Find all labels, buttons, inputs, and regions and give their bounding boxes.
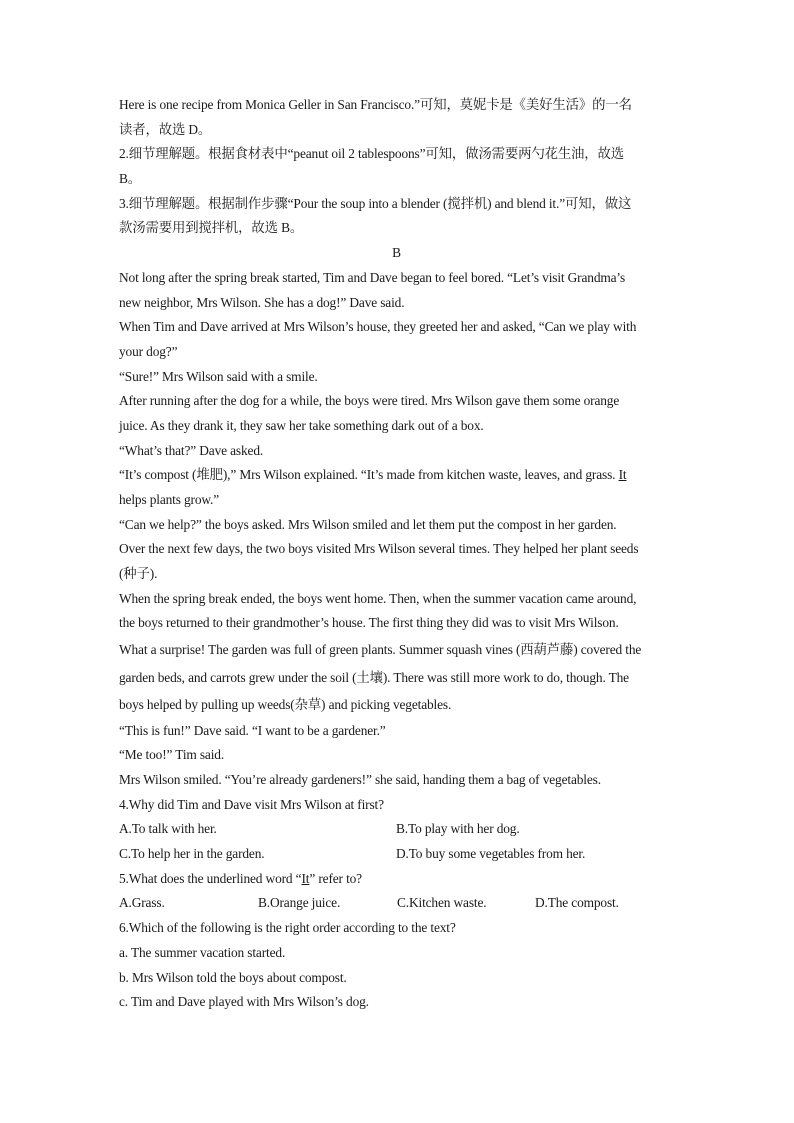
order-item: b. Mrs Wilson told the boys about compost. [119, 969, 347, 985]
option-c: C.Kitchen waste. [397, 895, 487, 911]
underlined-word: It [301, 870, 310, 886]
passage-line: boys helped by pulling up weeds(杂草) and picking vegetables. [119, 697, 452, 713]
option-d: D.To buy some vegetables from her. [396, 846, 586, 862]
passage-line: “Sure!” Mrs Wilson said with a smile. [119, 368, 318, 384]
passage-line: juice. As they drank it, they saw her take something dark out of a box. [119, 417, 484, 433]
passage-line: (种子). [119, 566, 158, 582]
passage-line: the boys returned to their grandmother’s house. The first thing they did was to visit Mrs Wilson. [119, 615, 619, 631]
option-b: B.Orange juice. [258, 895, 341, 911]
passage-line: Mrs Wilson smiled. “You’re already gardeners!” she said, handing them a bag of vegetables. [119, 772, 601, 787]
passage-line: Over the next few days, the two boys visited Mrs Wilson several times. They helped her plant seeds [119, 541, 639, 557]
passage-line: new neighbor, Mrs Wilson. She has a dog!” Dave said. [119, 294, 405, 310]
option-b: B.To play with her dog. [396, 821, 520, 837]
question-options [119, 891, 679, 916]
question-stem: 4.Why did Tim and Dave visit Mrs Wilson at first? [119, 796, 384, 812]
order-item: c. Tim and Dave played with Mrs Wilson’s dog. [119, 994, 369, 1010]
passage-line [119, 463, 679, 488]
analysis-line: Here is one recipe from Monica Geller in San Francisco.”可知，莫妮卡是《美好生活》的一名 [119, 97, 632, 112]
passage-line: Not long after the spring break started, Tim and Dave began to feel bored. “Let’s visit Grandma’s [119, 269, 626, 285]
question-text: ” refer to? [309, 870, 362, 886]
passage-line: garden beds, and carrots grew under the soil (土壤). There was still more work to do, though. The [119, 669, 629, 685]
passage-text: “It’s compost (堆肥),” Mrs Wilson explained. “It’s made from kitchen waste, leaves, and grass. [119, 467, 619, 483]
passage-line: “Can we help?” the boys asked. Mrs Wilson smiled and let them put the compost in her garden. [119, 516, 617, 532]
order-item: a. The summer vacation started. [119, 944, 286, 960]
analysis-line: 款汤需要用到搅拌机，故选 B。 [119, 220, 304, 236]
question-options [119, 817, 679, 842]
underlined-word: It [618, 467, 627, 483]
passage-line: When Tim and Dave arrived at Mrs Wilson’s house, they greeted her and asked, “Can we play with [119, 319, 637, 335]
analysis-line: B。 [119, 171, 142, 187]
option-c: C.To help her in the garden. [119, 846, 265, 862]
question-options [119, 842, 679, 867]
option-a: A.Grass. [119, 895, 165, 911]
question-stem: 6.Which of the following is the right order according to the text? [119, 920, 456, 936]
passage-line: helps plants grow.” [119, 492, 220, 507]
passage-line: When the spring break ended, the boys went home. Then, when the summer vacation came around, [119, 590, 637, 606]
analysis-line: 读者，故选 D。 [119, 121, 212, 137]
passage-line: What a surprise! The garden was full of green plants. Summer squash vines (西葫芦藤) covered the [119, 642, 642, 658]
passage-line: “What’s that?” Dave asked. [119, 442, 264, 458]
question-text: 5.What does the underlined word “ [119, 870, 302, 886]
passage-line: “Me too!” Tim said. [119, 747, 225, 763]
option-a: A.To talk with her. [119, 821, 217, 837]
option-d: D.The compost. [535, 895, 619, 911]
analysis-line: 2.细节理解题。根据食材表中“peanut oil 2 tablespoons”可知，做汤需要两勺花生油，故选 [119, 146, 625, 162]
passage-line: After running after the dog for a while, the boys were tired. Mrs Wilson gave them some orange [119, 393, 620, 409]
section-label: B [392, 245, 401, 261]
analysis-line: 3.细节理解题。根据制作步骤“Pour the soup into a blender (搅拌机) and blend it.”可知，做这 [119, 195, 632, 211]
passage-line: your dog?” [119, 343, 178, 359]
question-stem [119, 867, 679, 892]
document-page [119, 93, 679, 1015]
passage-line: “This is fun!” Dave said. “I want to be a gardener.” [119, 722, 386, 738]
